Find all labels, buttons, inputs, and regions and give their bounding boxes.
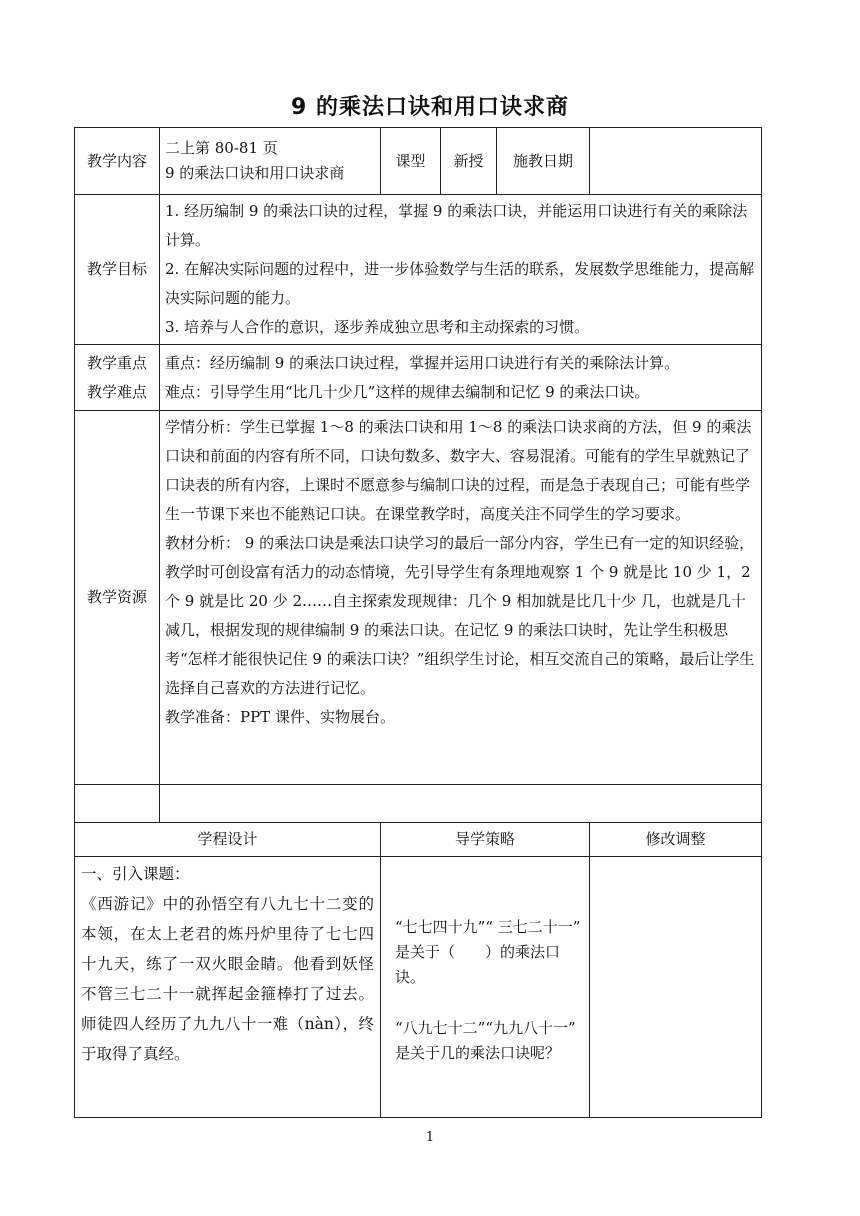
empty-label-cell: [75, 785, 160, 823]
label-teaching-content: 教学内容: [75, 128, 160, 195]
difficult-point-text: 难点：引导学生用“比几十少几”这样的规律去编制和记忆 9 的乘法口诀。: [165, 382, 650, 401]
row-teaching-content: [75, 128, 762, 195]
label-lesson-type: 课型: [381, 128, 441, 195]
row-lesson-body: [75, 857, 762, 1118]
label-teaching-date: 施教日期: [497, 128, 590, 195]
row-teaching-goals: [75, 195, 762, 345]
content-topic: 9 的乘法口诀和用口诀求商: [165, 164, 345, 182]
label-teaching-goals: 教学目标: [75, 195, 160, 345]
row-teaching-resources: [75, 411, 762, 785]
lesson-plan-table: [74, 127, 762, 1118]
preparation-text: 教学准备：PPT 课件、实物展台。: [165, 708, 395, 726]
strategy-question-2-line2: 是关于几的乘法口诀呢？: [395, 1044, 561, 1062]
label-key-points: 教学重点: [86, 353, 147, 372]
strategy-cell: [381, 857, 590, 1118]
design-heading: 一、引入课题：: [81, 865, 190, 883]
goal-item-3: 3. 培养与人合作的意识，逐步养成独立思考和主动探索的习惯。: [165, 318, 590, 336]
adjust-cell: [590, 857, 762, 1118]
teaching-resources-cell: [160, 411, 762, 785]
strategy-question-1-line1: “七七四十九”“ 三七二十一”: [395, 918, 581, 936]
header-design: 学程设计: [75, 823, 381, 857]
row-empty: [75, 785, 762, 823]
material-analysis-text: 教材分析： 9 的乘法口诀是乘法口诀学习的最后一部分内容，学生已有一定的知识经验，教学时可创设富有活力的动态情境，先引导学生有条理地观察 1 个 9 就是比 10 少 1，2 个 9 就是比 20 少 2……自主探索发现规律：几个 9 相加就是比几十少 几，也就是几十减几，根据发现的规律编制 9 的乘法口诀。在记忆 9 的乘法口诀时，先让学生积极思考“怎样才能很快记住 9 的乘法口诀？”组织学生讨论，相互交流自己的策略，最后让学生选择自己喜欢的方法进行记忆。: [165, 534, 755, 697]
document-title: 9 的乘法口诀和用口诀求商: [291, 95, 569, 120]
label-difficult-points: 教学难点: [86, 382, 147, 401]
label-teaching-resources: 教学资源: [75, 411, 160, 785]
label-key-difficult: [75, 345, 160, 411]
key-point-text: 重点：经历编制 9 的乘法口诀过程，掌握并运用口诀进行有关的乘除法计算。: [165, 353, 680, 372]
teaching-content-cell: [160, 128, 381, 195]
row-column-headers: [75, 823, 762, 857]
goal-item-1: 1. 经历编制 9 的乘法口诀的过程，掌握 9 的乘法口诀，并能运用口诀进行有关的乘除法计算。: [165, 202, 748, 249]
empty-content-cell: [160, 785, 762, 823]
design-story: 《西游记》中的孙悟空有八九七十二变的本领，在太上老君的炼丹炉里待了七七四十九天，练了一双火眼金睛。他看到妖怪不管三七二十一就挥起金箍棒打了过去。师徒四人经历了九九八十一难（nàn），终于取得了真经。: [81, 895, 374, 1063]
key-difficult-cell: [160, 345, 762, 411]
content-pages: 二上第 80-81 页: [165, 139, 278, 157]
header-strategy: 导学策略: [381, 823, 590, 857]
header-adjust: 修改调整: [590, 823, 762, 857]
teaching-goals-cell: [160, 195, 762, 345]
student-analysis-text: 学情分析：学生已掌握 1～8 的乘法口诀和用 1～8 的乘法口诀求商的方法，但 9 的乘法口诀和前面的内容有所不同，口诀句数多、数字大、容易混淆。可能有的学生早就熟记了口诀表的所有内容，上课时不愿意参与编制口诀的过程，而是急于表现自己；可能有些学生一节课下来也不能熟记口诀。在课堂教学时，高度关注不同学生的学习要求。: [165, 418, 752, 523]
strategy-question-2-line1: “八九七十二”“九九八十一”: [395, 1019, 576, 1037]
strategy-question-1-line2: 是关于（ ）的乘法口诀。: [395, 943, 561, 986]
design-cell: [75, 857, 381, 1118]
row-key-difficult-points: [75, 345, 762, 411]
lesson-type-value: 新授: [441, 128, 497, 195]
teaching-date-value: [590, 128, 762, 195]
goal-item-2: 2. 在解决实际问题的过程中，进一步体验数学与生活的联系，发展数学思维能力，提高解决实际问题的能力。: [165, 260, 755, 307]
page-number: 1: [425, 1130, 435, 1145]
